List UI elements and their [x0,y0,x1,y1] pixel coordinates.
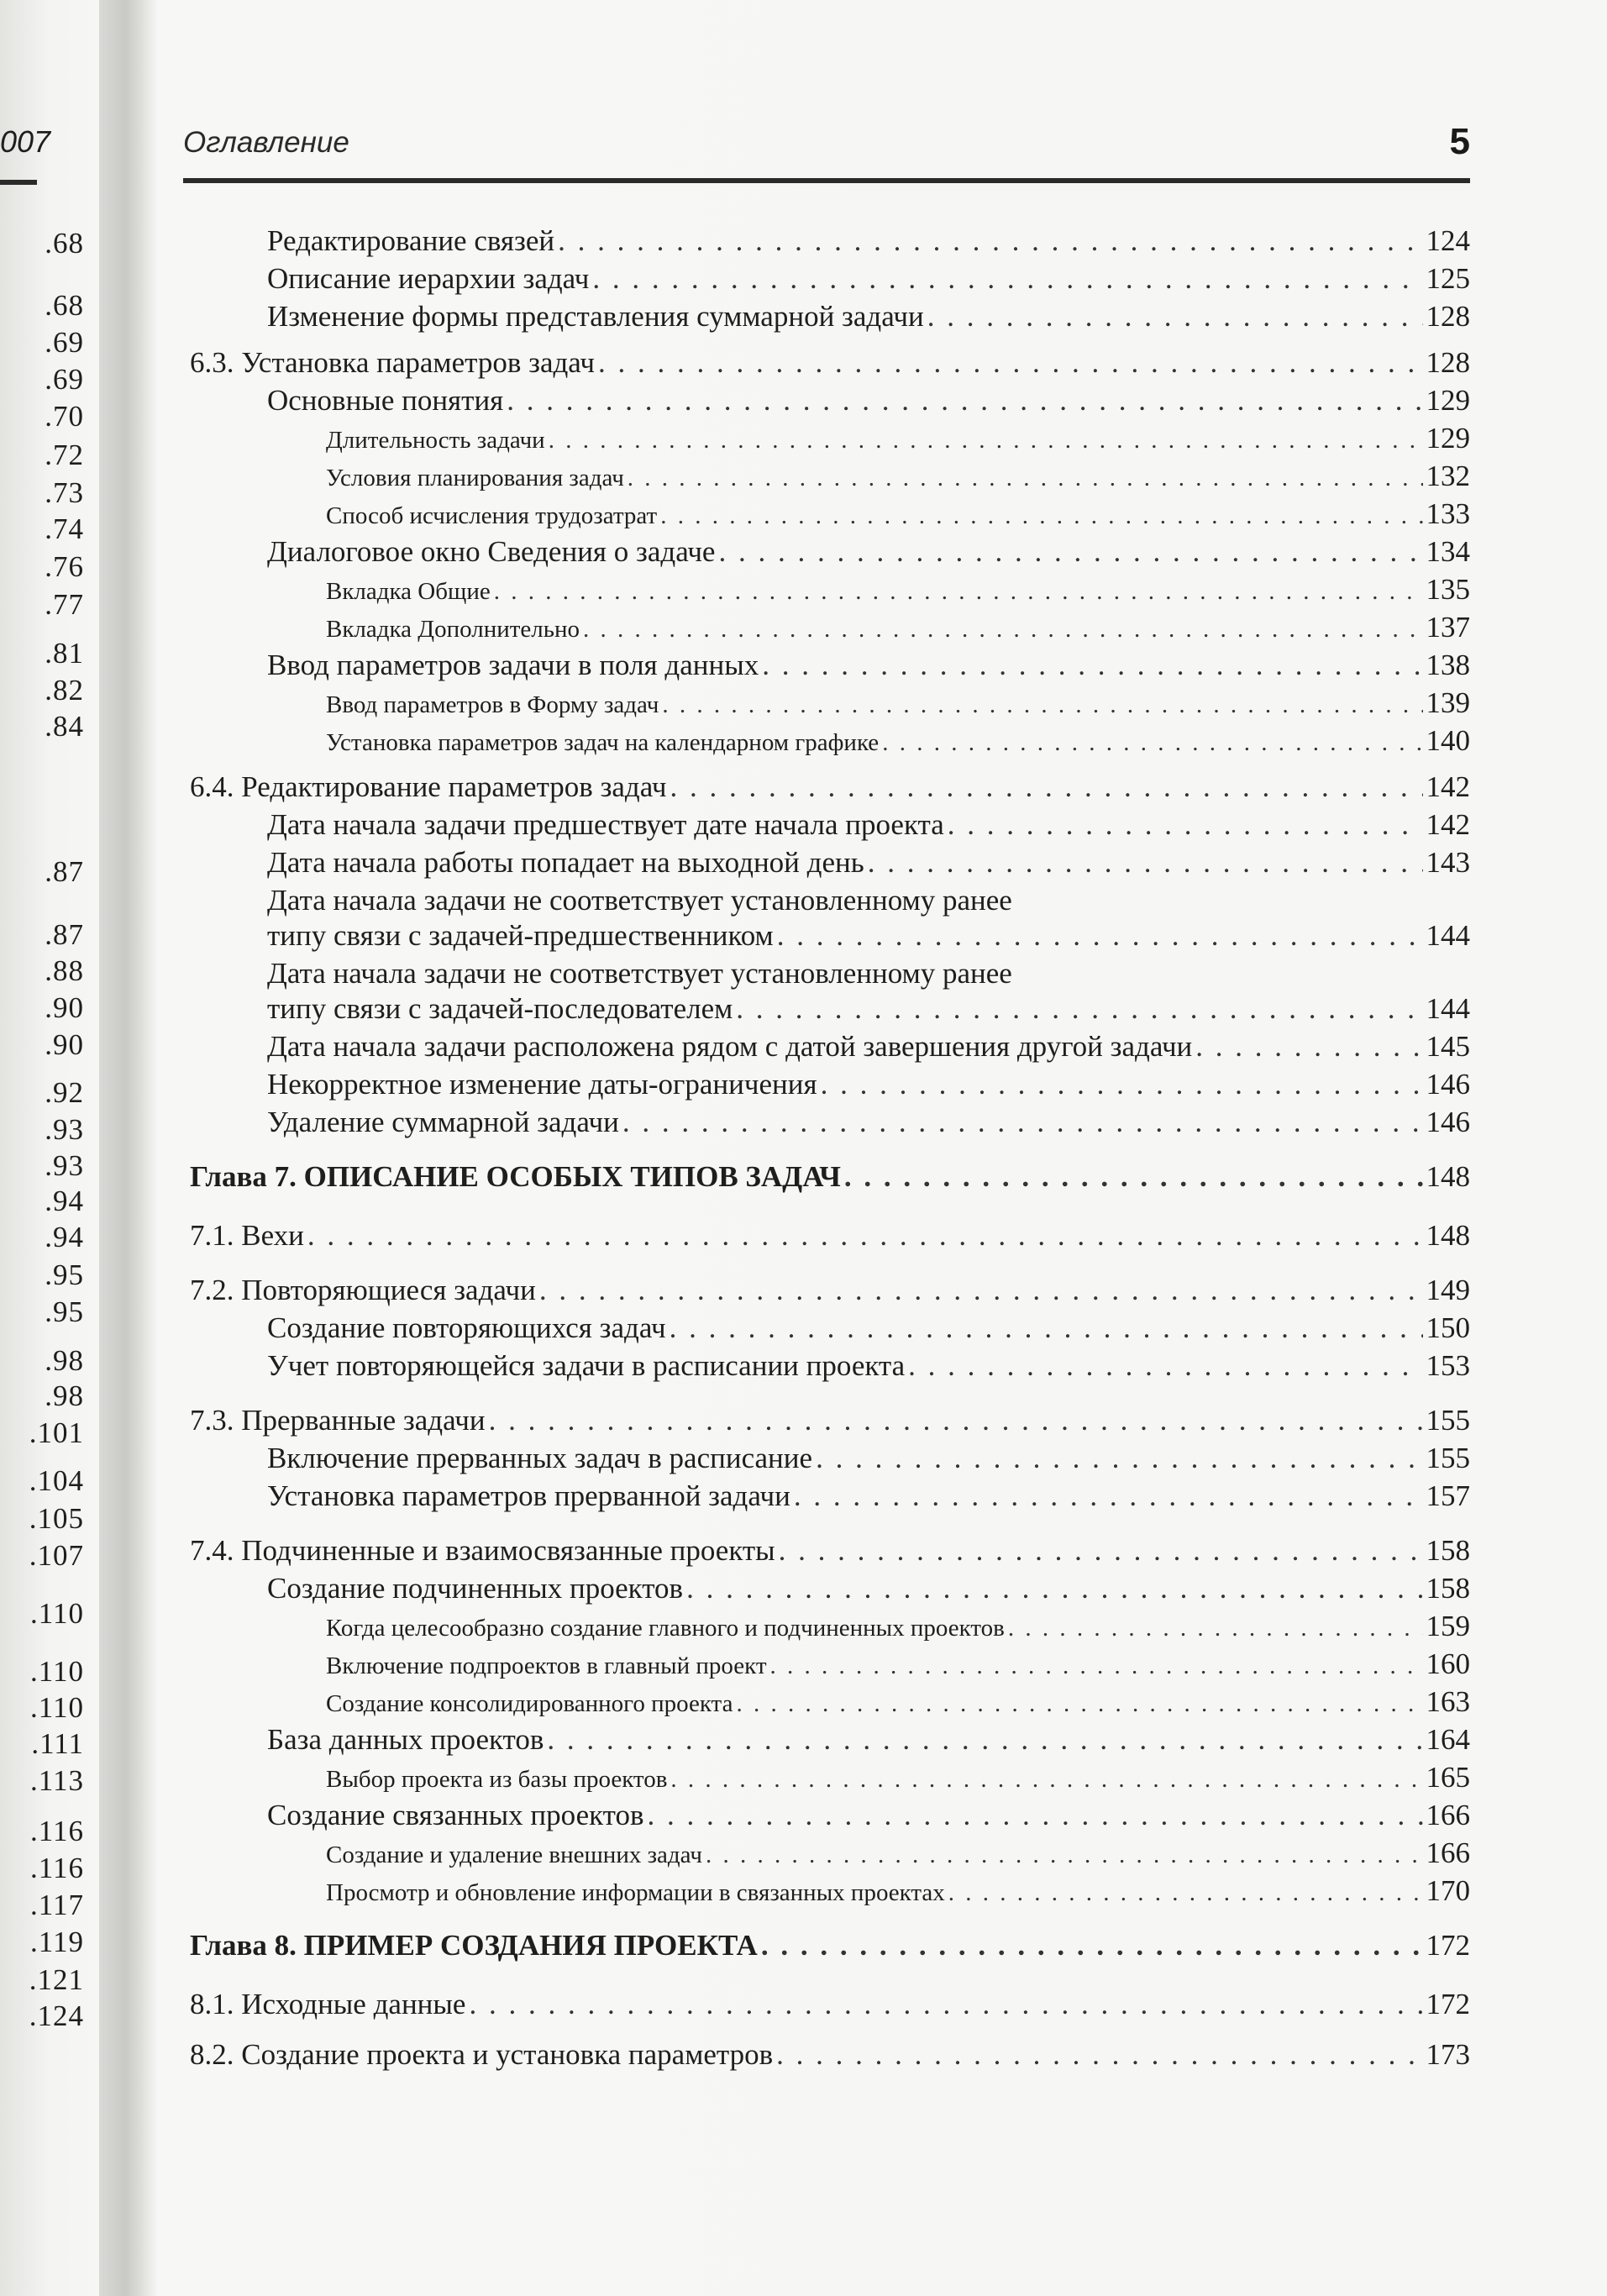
toc-entry[interactable] [267,299,1470,334]
dot-leader [948,1875,1423,1910]
previous-page-number: .84 [45,710,84,743]
toc-entry[interactable] [267,1479,1470,1514]
toc-entry[interactable] [267,1441,1470,1476]
toc-entry[interactable] [326,723,1470,760]
toc-entry[interactable] [190,770,1470,805]
previous-page-number: .119 [30,1926,84,1958]
toc-entry-page: 145 [1426,1030,1470,1063]
toc-entry-text: Установка параметров прерванной задачи [267,1479,790,1512]
toc-entry[interactable] [326,572,1470,609]
toc-entry[interactable] [267,1029,1470,1064]
previous-page-number: .90 [45,1028,84,1061]
toc-entry-text: Диалоговое окно Сведения о задаче [267,535,716,568]
dot-leader [592,261,1422,297]
running-header-title: Оглавление [183,126,349,159]
dot-leader [821,1067,1423,1102]
toc-entry-text-line2: типу связи с задачей-предшественником [267,919,774,952]
toc-entry-text: 6.4. Редактирование параметров задач [190,770,667,803]
dot-leader [770,1648,1423,1684]
previous-page-number: .68 [45,227,84,260]
toc-entry[interactable] [326,686,1470,722]
toc-entry-text: База данных проектов [267,1723,544,1756]
toc-entry-page: 133 [1426,497,1470,530]
previous-page-number: .69 [45,326,84,359]
dot-leader [882,725,1422,760]
dot-leader [549,423,1423,458]
toc-entry-page: 146 [1426,1106,1470,1138]
toc-entry[interactable] [326,497,1470,533]
toc-entry-text: Создание и удаление внешних задач [326,1842,702,1868]
toc-entry-page: 173 [1426,2038,1470,2071]
dot-leader [908,1348,1422,1384]
toc-entry[interactable] [326,610,1470,647]
dot-leader [628,460,1423,496]
toc-entry-text: Вкладка Общие [326,578,491,605]
toc-entry-page: 128 [1426,346,1470,379]
dot-leader [660,498,1422,533]
toc-entry-page: 153 [1426,1349,1470,1382]
dot-leader [469,1987,1422,2022]
previous-page-number: .68 [45,289,84,322]
toc-entry-page: 160 [1426,1647,1470,1680]
previous-page-number: .81 [45,637,84,670]
toc-entry[interactable] [190,1403,1470,1438]
dot-leader [736,991,1422,1027]
previous-page-number: .107 [29,1539,84,1572]
toc-entry-text: Включение подпроектов в главный проект [326,1652,767,1679]
previous-page-number: .111 [31,1727,84,1760]
toc-entry-text: Основные понятия [267,384,504,417]
previous-page-number: .116 [30,1815,84,1847]
previous-page-number: .74 [45,512,84,545]
toc-entry[interactable] [326,1609,1470,1646]
dot-leader [670,1762,1422,1797]
dot-leader [777,918,1423,954]
dot-leader [816,1441,1422,1476]
toc-entry-text: 7.1. Вехи [190,1219,304,1252]
toc-entry-text: Ввод параметров задачи в поля данных [267,649,759,681]
toc-entry[interactable] [267,1105,1470,1140]
previous-page-number: .101 [29,1416,84,1449]
toc-entry-page: 125 [1426,262,1470,295]
toc-entry-page: 129 [1426,384,1470,417]
toc-entry[interactable] [267,223,1470,259]
previous-page-number: .72 [45,439,84,471]
toc-entry[interactable] [267,1348,1470,1384]
toc-entry-text: Редактирование связей [267,224,555,257]
toc-entry-text: Когда целесообразно создание главного и подчиненных проектов [326,1615,1005,1642]
previous-page-number: .98 [45,1344,84,1377]
toc-entry-text-line2: типу связи с задачей-последователем [267,992,733,1025]
dot-leader [507,383,1422,418]
toc-entry-text: Способ исчисления трудозатрат [326,502,658,529]
toc-entry-page: 142 [1426,808,1470,841]
toc-entry[interactable] [326,459,1470,496]
previous-page-number: .104 [29,1464,84,1497]
previous-page-number: .70 [45,400,84,433]
toc-entry-page: 163 [1426,1685,1470,1718]
toc-entry-page: 135 [1426,573,1470,606]
toc-entry-text: Длительность задачи [326,427,545,454]
previous-page-number: .82 [45,674,84,707]
toc-entry-page: 140 [1426,724,1470,757]
toc-entry-page: 137 [1426,611,1470,644]
toc-entry-text: Установка параметров задач на календарном графике [326,729,880,756]
previous-page-number: .87 [45,855,84,888]
toc-entry[interactable] [326,1647,1470,1684]
toc-entry[interactable] [267,383,1470,418]
toc-entry[interactable] [326,1760,1470,1797]
toc-entry[interactable] [326,1836,1470,1873]
dot-leader [762,648,1422,683]
toc-chapter-entry[interactable] [190,1928,1470,1963]
toc-entry-text: 8.1. Исходные данные [190,1988,466,2020]
dot-leader [670,1311,1423,1346]
toc-entry[interactable] [267,1798,1470,1833]
dot-leader [1008,1610,1423,1646]
toc-entry-page: 128 [1426,300,1470,333]
previous-page-number: .92 [45,1076,84,1109]
toc-entry-text: Создание консолидированного проекта [326,1690,733,1717]
dot-leader [622,1105,1423,1140]
dot-leader [539,1273,1423,1308]
previous-page-number: .77 [45,588,84,621]
toc-entry-page: 139 [1426,686,1470,719]
previous-page-number: .117 [30,1889,84,1921]
toc-entry-text: Дата начала задачи предшествует дате начала проекта [267,808,944,841]
previous-page-number: .73 [45,476,84,509]
toc-entry[interactable] [267,1311,1470,1346]
dot-leader [648,1798,1423,1833]
dot-leader [948,807,1423,843]
toc-entry-text: Просмотр и обновление информации в связанных проектах [326,1879,945,1906]
toc-entry-text: Некорректное изменение даты-ограничения [267,1068,817,1101]
toc-entry[interactable] [190,1987,1470,2022]
toc-entry-page: 146 [1426,1068,1470,1101]
toc-entry-page: 144 [1426,992,1470,1025]
previous-page-number: .113 [30,1764,84,1797]
previous-page-number: .94 [45,1221,84,1253]
toc-entry-text: Дата начала работы попадает на выходной день [267,846,864,879]
dot-leader [307,1218,1423,1253]
dot-leader [868,845,1423,880]
toc-entry-text: Дата начала задачи расположена рядом с датой завершения другой задачи [267,1030,1193,1063]
previous-page-number: .105 [29,1502,84,1535]
dot-leader [761,1928,1423,1963]
toc-entry[interactable] [190,1218,1470,1253]
page-number: 5 [1449,121,1470,162]
previous-page-edge [0,0,92,2296]
toc-entry[interactable] [267,261,1470,297]
toc-chapter-entry[interactable] [190,1159,1470,1195]
toc-entry-text: Вкладка Дополнительно [326,616,580,643]
previous-page-number: .76 [45,550,84,583]
dot-leader [794,1479,1423,1514]
toc-entry-page: 165 [1426,1761,1470,1794]
previous-page-number: .87 [45,918,84,951]
toc-entry-text-line1: Дата начала задачи не соответствует установленному ранее [267,957,1012,990]
previous-page-number: .90 [45,991,84,1024]
previous-page-number: .95 [45,1295,84,1328]
dot-leader [547,1722,1422,1757]
toc-entry[interactable] [190,345,1470,381]
toc-entry-page: 150 [1426,1311,1470,1344]
toc-entry-page: 124 [1426,224,1470,257]
toc-entry-page: 148 [1426,1219,1470,1252]
toc-entry[interactable] [267,1571,1470,1606]
toc-entry-text: 7.2. Повторяющиеся задачи [190,1274,536,1306]
previous-page-number: .124 [29,1999,84,2032]
dot-leader [927,299,1423,334]
dot-leader [598,345,1422,381]
toc-entry[interactable] [190,2037,1470,2073]
toc-entry-page: 134 [1426,535,1470,568]
toc-entry[interactable] [267,956,1470,1027]
dot-leader [718,534,1422,570]
toc-entry-page: 158 [1426,1572,1470,1605]
previous-page-header: 007 [0,124,51,159]
toc-entry[interactable] [267,534,1470,570]
dot-leader [706,1837,1423,1873]
toc-entry-text: Описание иерархии задач [267,262,590,295]
previous-page-number: .93 [45,1113,84,1146]
dot-leader [489,1403,1423,1438]
dot-leader [494,574,1423,609]
previous-page-number: .98 [45,1379,84,1412]
dot-leader [662,687,1422,722]
toc-entry-text: Создание повторяющихся задач [267,1311,666,1344]
toc-entry[interactable] [326,1873,1470,1910]
toc-entry[interactable] [267,883,1470,954]
toc-entry-text: Ввод параметров в Форму задач [326,691,659,718]
header-rule [183,178,1470,183]
toc-entry[interactable] [267,1722,1470,1757]
toc-entry-page: 166 [1426,1836,1470,1869]
toc-entry-text: Включение прерванных задач в расписание [267,1442,813,1474]
toc-entry-page: 148 [1426,1160,1470,1193]
toc-entry-page: 172 [1426,1929,1470,1962]
dot-leader [779,1533,1423,1568]
previous-page-number: .94 [45,1185,84,1217]
toc-entry[interactable] [190,1273,1470,1308]
previous-page-number: .88 [45,954,84,987]
previous-page-number: .110 [30,1655,84,1688]
previous-page-number: .110 [30,1597,84,1630]
toc-entry-page: 129 [1426,422,1470,454]
toc-entry-text: Изменение формы представления суммарной задачи [267,300,924,333]
toc-entry-page: 157 [1426,1479,1470,1512]
dot-leader [776,2037,1422,2073]
toc-entry-text: Удаление суммарной задачи [267,1106,619,1138]
toc-entry-page: 144 [1426,919,1470,952]
toc-entry-text: 6.3. Установка параметров задач [190,346,596,379]
toc-entry-page: 143 [1426,846,1470,879]
toc-entry-text: Создание связанных проектов [267,1799,644,1831]
toc-entry-page: 155 [1426,1442,1470,1474]
toc-entry-page: 155 [1426,1404,1470,1437]
toc-entry-text: 7.4. Подчиненные и взаимосвязанные проекты [190,1534,775,1567]
toc-entry-text: Учет повторяющейся задачи в расписании проекта [267,1349,906,1382]
toc-entry-page: 132 [1426,460,1470,492]
toc-entry[interactable] [267,648,1470,683]
dot-leader [844,1159,1423,1195]
toc-entry-page: 159 [1426,1610,1470,1642]
toc-entry[interactable] [267,845,1470,880]
previous-page-number: .121 [29,1963,84,1996]
toc-entry-page: 158 [1426,1534,1470,1567]
dot-leader [670,770,1422,805]
toc-entry-page: 170 [1426,1874,1470,1907]
previous-page-number: .116 [30,1852,84,1884]
previous-page-number: .95 [45,1258,84,1291]
toc-entry-page: 164 [1426,1723,1470,1756]
toc-entry-text: 8.2. Создание проекта и установка параметров [190,2038,774,2071]
toc-entry[interactable] [326,1684,1470,1721]
previous-page-header-rule [0,180,37,185]
toc-entry-text: Глава 7. ОПИСАНИЕ ОСОБЫХ ТИПОВ ЗАДАЧ [190,1160,841,1193]
toc-entry-text: Выбор проекта из базы проектов [326,1766,668,1793]
dot-leader [1195,1029,1422,1064]
toc-entry-page: 166 [1426,1799,1470,1831]
toc-entry-page: 138 [1426,649,1470,681]
book-gutter [99,0,158,2296]
dot-leader [686,1571,1422,1606]
toc-entry-text-line1: Дата начала задачи не соответствует установленному ранее [267,884,1012,917]
dot-leader [583,612,1423,647]
toc-entry-text: Условия планирования задач [326,465,624,491]
toc-entry[interactable] [267,1067,1470,1102]
toc-entry[interactable] [267,807,1470,843]
toc-entry-text: Создание подчиненных проектов [267,1572,684,1605]
previous-page-number: .110 [30,1691,84,1724]
toc-entry-text: Глава 8. ПРИМЕР СОЗДАНИЯ ПРОЕКТА [190,1929,758,1962]
previous-page-number: .93 [45,1149,84,1182]
toc-entry[interactable] [326,421,1470,458]
toc-entry-page: 149 [1426,1274,1470,1306]
dot-leader [558,223,1422,259]
toc-entry-page: 172 [1426,1988,1470,2020]
toc-entry[interactable] [190,1533,1470,1568]
toc-entry-page: 142 [1426,770,1470,803]
dot-leader [736,1686,1422,1721]
toc-entry-text: 7.3. Прерванные задачи [190,1404,486,1437]
previous-page-number: .69 [45,363,84,396]
